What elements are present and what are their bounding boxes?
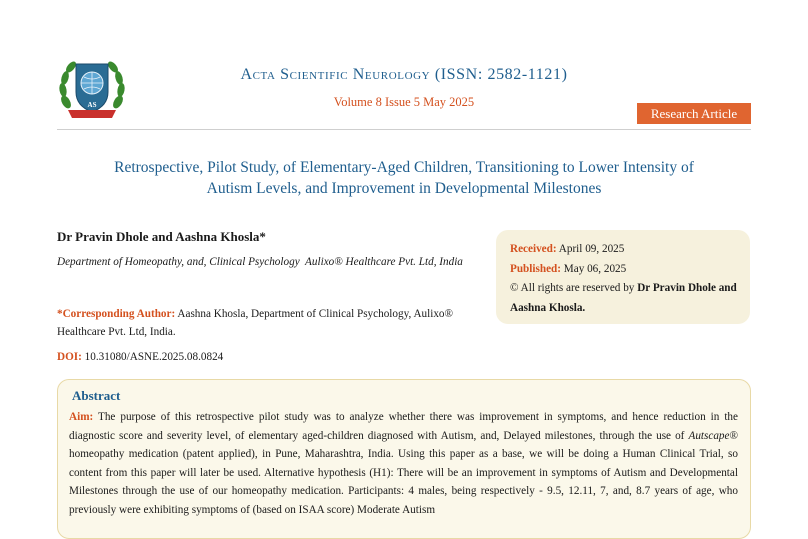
paper-title: Retrospective, Pilot Study, of Elementary-Aged Children, Transitioning to Lower Intensity of Autism Levels, and Improvement in Developmental Milestones (114, 159, 694, 197)
journal-title: Acta Scientific Neurology (ISSN: 2582-1121) (240, 66, 568, 83)
corresponding-text: Aashna Khosla, Department of Clinical Psychology, Aulixo® Healthcare Pvt. Ltd, India. (57, 308, 454, 338)
received-row (510, 240, 742, 260)
volume-issue: Volume 8 Issue 5 May 2025 (333, 95, 475, 109)
header-divider (57, 129, 751, 130)
logo-text: AS (87, 101, 97, 109)
copyright-prefix: © All rights are reserved by (510, 282, 638, 294)
received-value: April 09, 2025 (558, 243, 625, 255)
corresponding-label: *Corresponding Author: (57, 308, 176, 320)
doi (57, 351, 223, 363)
abstract-heading: Abstract (72, 388, 121, 403)
published-row (510, 260, 742, 280)
abstract-body (69, 408, 738, 520)
doi-value[interactable]: 10.31080/ASNE.2025.08.0824 (84, 351, 224, 363)
doi-label: DOI: (57, 351, 82, 363)
published-label: Published: (510, 262, 561, 275)
received-label: Received: (510, 243, 557, 255)
aim-label: Aim: (69, 411, 94, 423)
copyright-holders: Dr Pravin Dhole and Aashna Khosla. (510, 282, 737, 314)
abstract-text-2: ® homeopathy medication (patent applied), in Pune, Maharashtra, India. Using this paper as a base, we will be doing a Human Clinical Trial, so content from this paper will later be used. Alternative hypothesis (H1): There will be an improvement in symptoms of Autism and Developmental Milestones through the use of our homeopathy medication. Participants: 4 males, being respectively - 9.5, 12.11, 7, and, 8.7 years of age, who previously were exhibiting symptoms of (based on ISAA score) Moderate Autism (69, 429, 738, 516)
published-value: May 06, 2025 (563, 262, 627, 275)
copyright-notice (510, 279, 742, 318)
affiliation: Department of Homeopathy, and, Clinical Psychology Aulixo® Healthcare Pvt. Ltd, India (57, 256, 463, 268)
product-name: Autscape (688, 429, 730, 442)
abstract-box (57, 379, 751, 539)
corresponding-author (57, 305, 467, 341)
abstract-text-1: The purpose of this retrospective pilot study was to analyze whether there was improvement in symptoms, and hence reduction in the diagnostic score and severity level, of elementary aged-children diagnosed with Autism, and, Delayed milestones, through the use of (69, 411, 738, 442)
article-type-badge: Research Article (637, 103, 751, 124)
dates-box (496, 230, 750, 324)
authors: Dr Pravin Dhole and Aashna Khosla* (57, 229, 266, 244)
